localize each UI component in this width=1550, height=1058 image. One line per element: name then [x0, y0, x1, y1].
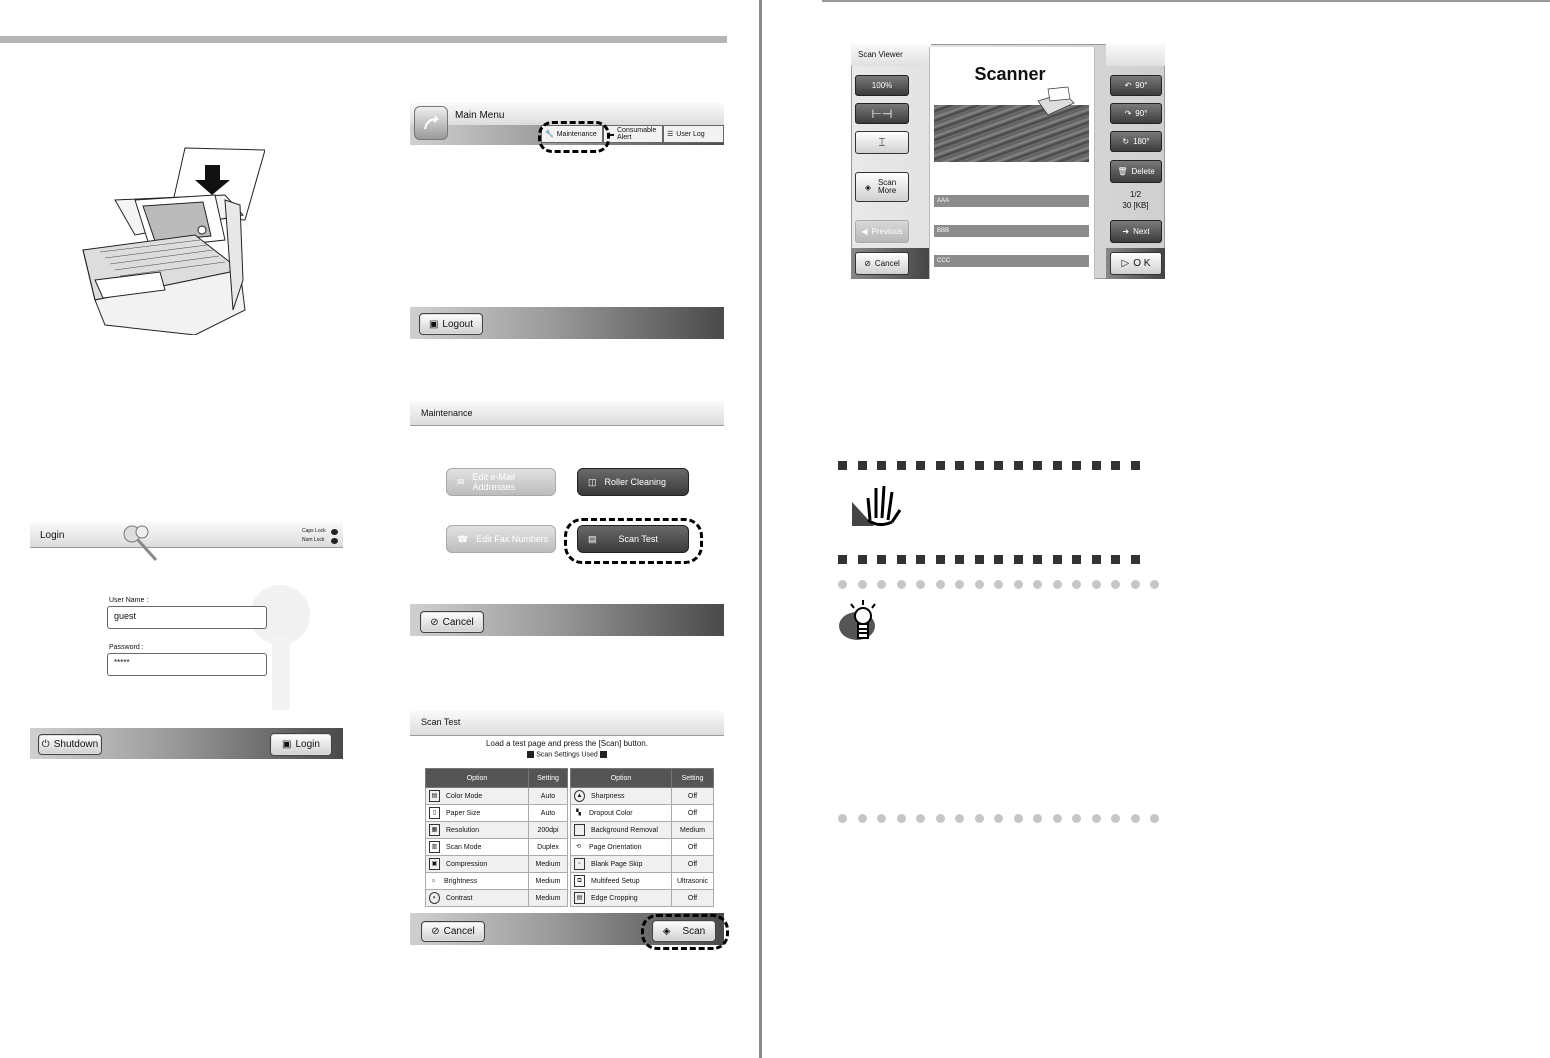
tab-user-log[interactable]: ☰ User Log [663, 125, 724, 143]
sharpness-icon: ▲ [574, 790, 585, 802]
fit-width-icon: ⊢⊣ [871, 106, 893, 121]
lightbulb-hint-icon [837, 598, 889, 646]
wrench-icon: 🔧 [545, 131, 554, 138]
power-icon: ⏻ [41, 739, 50, 750]
hint-rule-top [838, 580, 1170, 589]
num-lock-label: Num Lock [302, 537, 325, 543]
square-bullet-icon [600, 751, 607, 758]
tab-consumable-alert[interactable]: ▬ Consumable Alert [603, 125, 663, 143]
attention-rule-bottom [838, 555, 1150, 564]
table-row: ▫ Blank Page Skip Off [571, 856, 714, 873]
keys-watermark-icon [220, 575, 340, 715]
page-orientation-icon: ⟲ [575, 844, 582, 850]
username-label: User Name : [109, 597, 149, 604]
viewer-cancel-button[interactable]: ⊘ Cancel [855, 252, 909, 275]
preview-line: CCC [934, 255, 1089, 267]
edit-fax-button[interactable]: ☎ Edit Fax Numbers [446, 525, 556, 553]
file-size: 30 [KB] [1122, 201, 1149, 210]
brightness-icon: ☼ [430, 878, 437, 884]
col-header: Option [571, 769, 672, 788]
fit-width-button[interactable] [855, 103, 909, 124]
back-arrow-icon[interactable] [414, 106, 448, 140]
multifeed-icon: ⧉ [574, 875, 585, 887]
highlight-scan-test [564, 518, 703, 564]
page-divider [759, 0, 762, 1058]
play-icon: ▷ [1121, 258, 1130, 269]
scan-test-cancel-button[interactable]: ⊘ Cancel [421, 921, 485, 942]
fit-height-icon: ⌶ [878, 135, 886, 149]
dropout-color-icon: ▚ [576, 810, 581, 816]
zoom-100-button[interactable]: 100% [855, 75, 909, 96]
maintenance-cancel-button[interactable]: ⊘ Cancel [420, 611, 484, 633]
next-button[interactable]: ➜ Next [1110, 220, 1162, 243]
table-row: ▥ Scan Mode Duplex [426, 839, 568, 856]
square-bullet-icon [527, 751, 534, 758]
table-row: ▣ Compression Medium [426, 856, 568, 873]
delete-button[interactable]: 🗑 Delete [1110, 160, 1162, 183]
blank-page-skip-icon: ▫ [574, 858, 585, 870]
preview-line: AAA [934, 195, 1089, 207]
edge-cropping-icon: ▤ [574, 892, 585, 904]
roller-cleaning-button[interactable]: ◫ Roller Cleaning [577, 468, 689, 496]
password-field[interactable]: ***** [107, 653, 267, 676]
table-row: ▤ Edge Cropping Off [571, 890, 714, 907]
email-icon: ✉ [457, 476, 465, 487]
col-header: Option [426, 769, 529, 788]
table-row: ▯ Paper Size Auto [426, 805, 568, 822]
rotate-left-icon: ↶ [1124, 81, 1132, 90]
scanner-thumb-icon [1034, 83, 1078, 119]
login-button[interactable]: ▣ Login [270, 733, 332, 756]
col-header: Setting [529, 769, 568, 788]
arrow-right-icon: ➜ [1122, 227, 1130, 236]
resolution-icon: ▦ [429, 824, 440, 836]
tab-maintenance[interactable]: 🔧 Maintenance [541, 125, 603, 143]
caps-lock-label: Caps Lock [302, 528, 326, 534]
login-header [30, 522, 343, 548]
background-removal-icon [574, 824, 585, 836]
main-menu-title: Main Menu [455, 110, 505, 121]
password-label: Password : [109, 644, 144, 651]
contrast-icon: ◐ [429, 892, 440, 904]
scan-icon: ◈ [662, 925, 671, 937]
fit-height-button[interactable] [855, 131, 909, 154]
username-field[interactable]: guest [107, 606, 267, 629]
table-row: ▦ Resolution 200dpi [426, 822, 568, 839]
shutdown-button[interactable]: ⏻ Shutdown [38, 734, 102, 755]
printer-icon: ▬ [607, 130, 614, 138]
scan-test-button[interactable]: ▤ Scan Test [577, 525, 689, 553]
scan-icon: ◈ [864, 182, 872, 192]
door-icon: ▣ [282, 739, 292, 750]
color-mode-icon: ▤ [429, 790, 440, 802]
edit-email-button[interactable]: ✉ Edit e-Mail Addresses [446, 468, 556, 496]
list-icon: ☰ [667, 131, 674, 138]
highlight-maintenance [538, 121, 610, 153]
scan-test-icon: ▤ [588, 533, 597, 544]
scan-test-instruction: Load a test page and press the [Scan] button. [486, 739, 648, 748]
settings-table-right [570, 768, 714, 907]
scan-mode-icon: ▥ [429, 841, 440, 853]
cancel-icon: ⊘ [430, 616, 439, 628]
scan-button[interactable]: ◈ Scan [652, 920, 716, 942]
rotate-right-icon: ↷ [1124, 109, 1132, 118]
compression-icon: ▣ [429, 858, 440, 870]
hand-attention-icon [848, 482, 906, 528]
rotate-180-button[interactable]: ↻ 180° [1110, 131, 1162, 152]
section-rule [0, 36, 727, 43]
table-row: ⧉ Multifeed Setup Ultrasonic [571, 873, 714, 890]
keys-icon [118, 522, 164, 566]
attention-rule-top [838, 461, 1150, 470]
cancel-icon: ⊘ [864, 259, 871, 268]
previous-button[interactable]: ◀ Previous [855, 220, 909, 243]
section-rule-right [822, 0, 1550, 2]
settings-table-left [425, 768, 568, 907]
scan-viewer-title: Scan Viewer [858, 50, 903, 59]
table-row: ☼ Brightness Medium [426, 873, 568, 890]
table-row: ▤ Color Mode Auto [426, 788, 568, 805]
preview-title: Scanner [974, 64, 1046, 84]
fax-icon: ☎ [457, 533, 469, 544]
rotate-left-button[interactable]: ↶ 90° [1110, 75, 1162, 96]
roller-icon: ◫ [588, 476, 597, 487]
arrow-left-icon: ◀ [861, 227, 868, 236]
scan-more-button[interactable]: ◈ Scan More [855, 172, 909, 202]
logout-button[interactable]: ▣ Logout [419, 313, 483, 335]
table-row: ▚ Dropout Color Off [571, 805, 714, 822]
maintenance-title: Maintenance [421, 408, 473, 418]
rotate-180-icon: ↻ [1122, 137, 1130, 146]
col-header: Setting [672, 769, 714, 788]
cancel-icon: ⊘ [431, 926, 440, 937]
table-row: ▲ Sharpness Off [571, 788, 714, 805]
scan-viewer-title-bar-right [1106, 44, 1165, 66]
num-lock-indicator [331, 538, 338, 544]
caps-lock-indicator [331, 529, 338, 535]
table-row: ◐ Contrast Medium [426, 890, 568, 907]
login-title: Login [40, 530, 65, 541]
page-counter: 1/2 [1129, 190, 1142, 199]
door-icon: ▣ [428, 318, 439, 330]
trash-icon: 🗑 [1117, 167, 1128, 176]
ok-button[interactable]: ▷ O K [1110, 252, 1162, 275]
scan-test-title: Scan Test [421, 717, 461, 727]
settings-caption: Scan Settings Used [410, 751, 724, 758]
preview-line: BBB [934, 225, 1089, 237]
table-row: Background Removal Medium [571, 822, 714, 839]
highlight-scan [641, 914, 729, 950]
hint-rule-bottom [838, 814, 1170, 823]
paper-size-icon: ▯ [429, 807, 440, 819]
rotate-right-button[interactable]: ↷ 90° [1110, 103, 1162, 124]
table-row: ⟲ Page Orientation Off [571, 839, 714, 856]
scanner-illustration [75, 140, 265, 335]
